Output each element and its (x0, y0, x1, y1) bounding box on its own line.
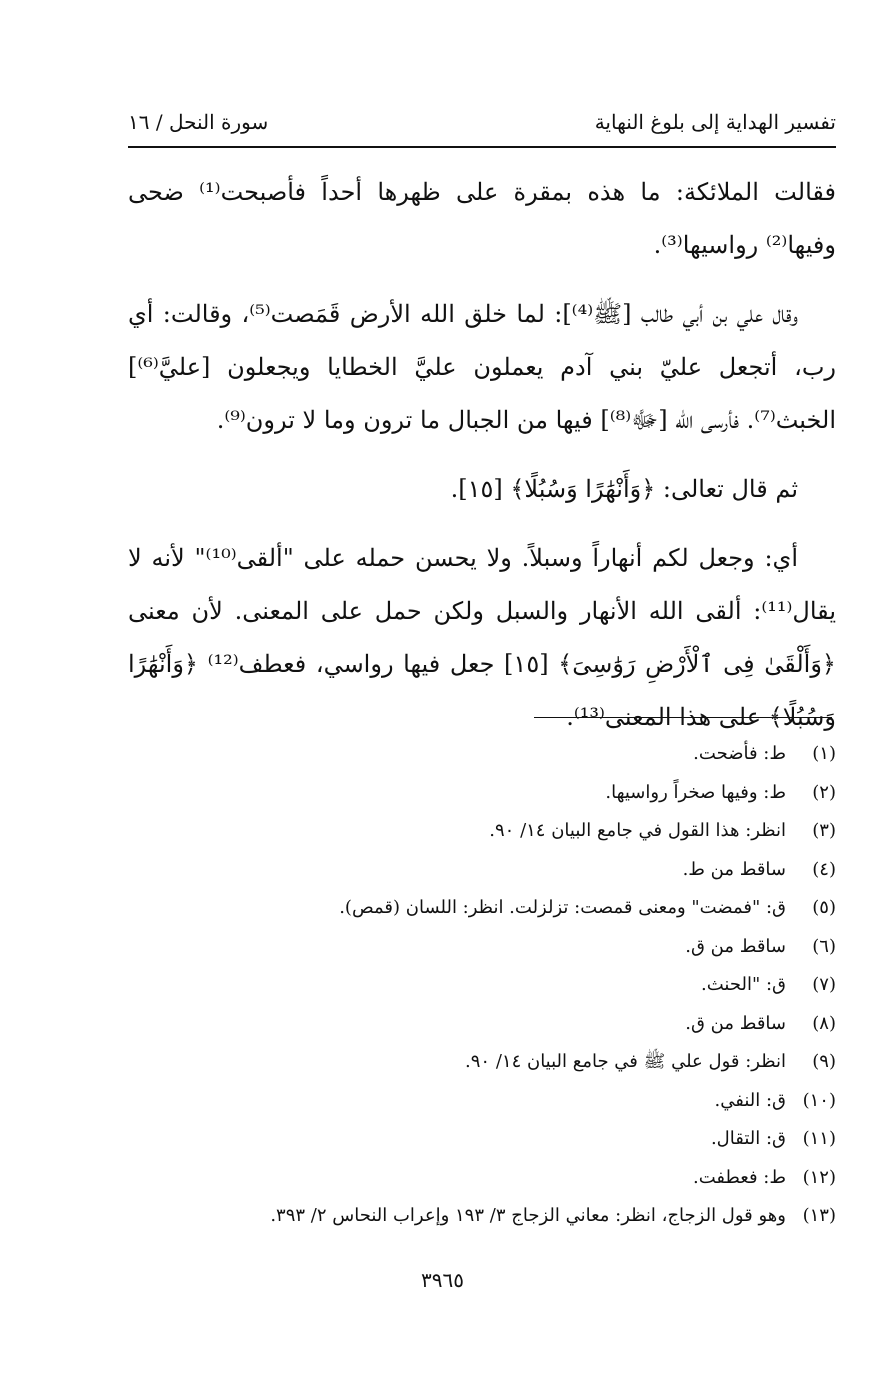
footnote-text: ق: "الحنث. (701, 974, 786, 995)
footnote-number: (١٣) (802, 1205, 836, 1226)
footnote-number: (١١) (802, 1128, 836, 1149)
paragraph: وقال علي بن أبي طالب [ﷺ⁽⁴⁾]: لما خلق الله الأرض قَمَصت⁽⁵⁾، وقالت: أي رب، أتجعل عليّ بني آدم يعملون عليَّ الخطايا ويجعلون [عليَّ⁽⁶⁾] الخبث⁽⁷⁾. فأرسى الله [ﷻ⁽⁸⁾] فيها من الجبال ما ترون وما لا ترون⁽⁹⁾. (128, 300, 836, 434)
paragraph: ثم قال تعالى: ﴿وَأَنْهَٰرًا وَسُبُلًا﴾ [١٥]. (450, 475, 798, 503)
footnote-text: ساقط من ق. (685, 1012, 786, 1034)
footnote-item (128, 931, 836, 970)
footnote-number: (٢) (812, 781, 836, 803)
footnote-text: ق: التقال. (710, 1128, 786, 1149)
footnote-number: (٣) (812, 820, 836, 841)
footnote-number: (١٠) (802, 1089, 836, 1111)
footnote-text: ط: فعطفت. (693, 1166, 786, 1188)
footnote-text: ساقط من ط. (682, 858, 786, 880)
footnote-item (128, 1085, 836, 1124)
footnote-item (128, 1046, 836, 1085)
footnote-item (128, 969, 836, 1008)
footnote-item (128, 738, 836, 777)
footnote-text: انظر: قول علي ﷺ في جامع البيان ١٤/ ٩٠. (465, 1051, 786, 1072)
main-text (128, 166, 836, 760)
footnote-divider (534, 717, 832, 718)
footnote-text: ط: فأضحت. (693, 743, 786, 764)
footnote-item (128, 854, 836, 893)
footnote-text: ط: وفيها صخراً رواسيها. (605, 781, 786, 803)
footnote-item (128, 815, 836, 854)
footnote-number: (٩) (812, 1051, 836, 1072)
footnote-text: ق: "فمضت" ومعنى قمصت: تزلزلت. انظر: اللسان (قمص). (339, 897, 786, 918)
footnote-number: (١٢) (802, 1166, 836, 1188)
footnote-item (128, 777, 836, 816)
running-header (128, 110, 836, 144)
footnote-text: ق: النفي. (714, 1089, 786, 1111)
footnote-item (128, 892, 836, 931)
surah-page-ref: سورة النحل / ١٦ (128, 110, 269, 134)
footnote-number: (٤) (812, 858, 836, 880)
page-number: ٣٩٦٥ (421, 1268, 464, 1292)
footnotes-list (128, 738, 836, 1239)
paragraph: فقالت الملائكة: ما هذه بمقرة على ظهرها أحداً فأصبحت⁽¹⁾ ضحى وفيها⁽²⁾ رواسيها⁽³⁾. (128, 178, 836, 259)
footnote-number: (٥) (812, 897, 836, 918)
header-divider (128, 146, 836, 148)
footnote-number: (٨) (812, 1012, 836, 1034)
footnote-text: ساقط من ق. (685, 935, 786, 957)
footnote-item (128, 1123, 836, 1162)
footnote-item (128, 1008, 836, 1047)
footnote-number: (٧) (812, 974, 836, 995)
footnote-number: (٦) (812, 935, 836, 957)
footnote-number: (١) (812, 743, 836, 764)
paragraph: أي: وجعل لكم أنهاراً وسبلاً. ولا يحسن حمله على "ألقى⁽¹⁰⁾" لأنه لا يقال⁽¹¹⁾: ألقى الله الأنهار والسبل ولكن حمل على المعنى. لأن معنى ﴿وَأَلْقَىٰ فِى ٱلْأَرْضِ رَوَٰسِىَ﴾ [١٥] جعل فيها رواسي، فعطف⁽¹²⁾ ﴿وَأَنْهَٰرًا وَسُبُلًا﴾ على هذا المعنى⁽¹³⁾. (128, 544, 836, 731)
footnote-item (128, 1200, 836, 1239)
book-title: تفسير الهداية إلى بلوغ النهاية (594, 110, 836, 134)
footnote-text: انظر: هذا القول في جامع البيان ١٤/ ٩٠. (489, 820, 786, 841)
footnote-item (128, 1162, 836, 1201)
footnote-text: وهو قول الزجاج، انظر: معاني الزجاج ٣/ ١٩٣ وإعراب النحاس ٢/ ٣٩٣. (270, 1205, 786, 1226)
